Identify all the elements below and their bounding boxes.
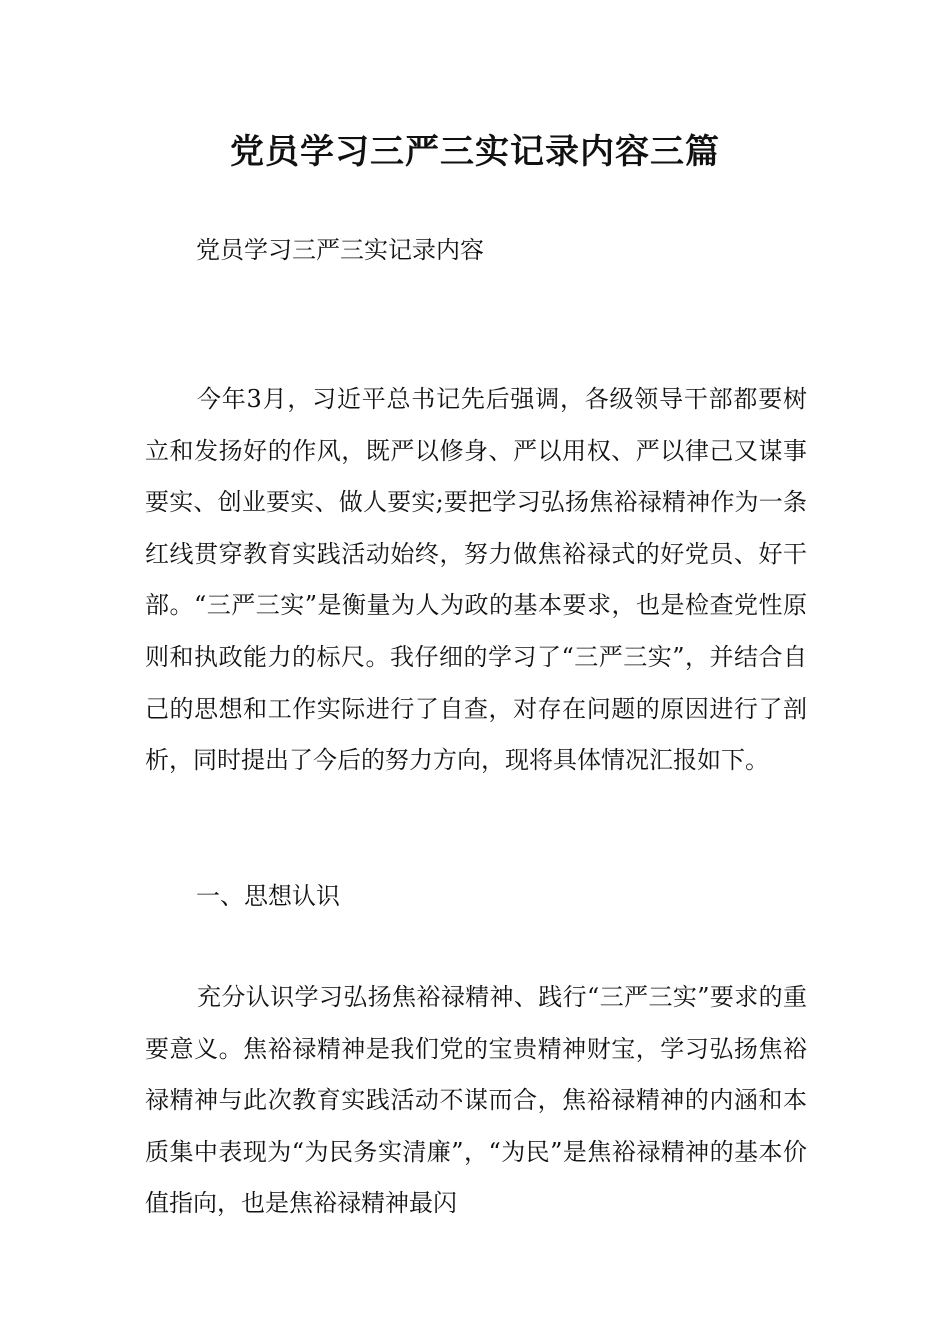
section-heading: 一、思想认识 bbox=[196, 882, 340, 910]
document-subtitle: 党员学习三严三实记录内容 bbox=[196, 236, 484, 264]
body-paragraph-1: 今年3月，习近平总书记先后强调，各级领导干部都要树立和发扬好的作风，既严以修身、严以用权、严以律己又谋事要实、创业要实、做人要实;要把学习弘扬焦裕禄精神作为一条红线贯穿教育实践活动始终，努力做焦裕禄式的好党员、好干部。“三严三实”是衡量为人为政的基本要求，也是检查党性原则和执政能力的标尺。我仔细的学习了“三严三实”，并结合自己的思想和工作实际进行了自查，对存在问题的原因进行了剖析，同时提出了今后的努力方向，现将具体情况汇报如下。 bbox=[145, 385, 807, 775]
body-paragraph-2: 充分认识学习弘扬焦裕禄精神、践行“三严三实”要求的重要意义。焦裕禄精神是我们党的宝贵精神财宝，学习弘扬焦裕禄精神与此次教育实践活动不谋而合，焦裕禄精神的内涵和本质集中表现为“为民务实清廉”，“为民”是焦裕禄精神的基本价值指向，也是焦裕禄精神最闪 bbox=[145, 983, 807, 1218]
document-title: 党员学习三严三实记录内容三篇 bbox=[230, 132, 720, 172]
